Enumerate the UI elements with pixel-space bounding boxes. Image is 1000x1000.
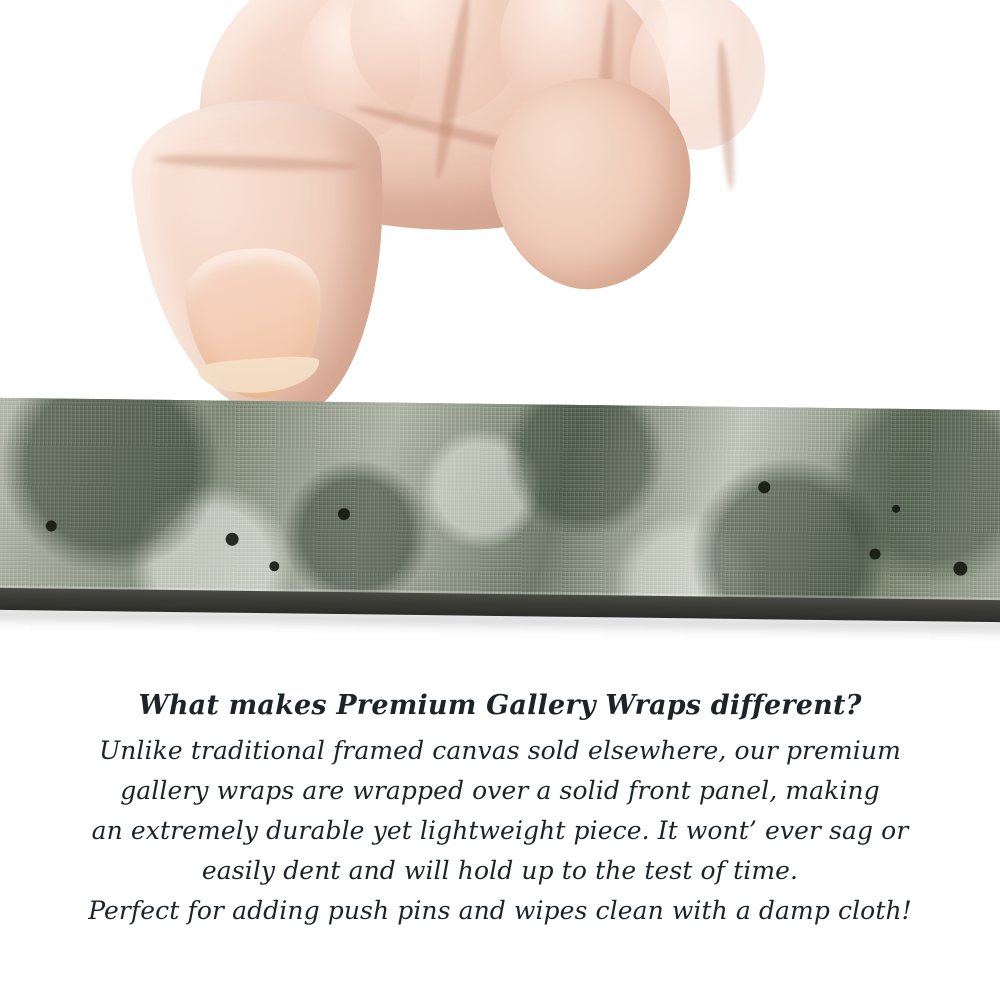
caption-line: Perfect for adding push pins and wipes clean with a damp cloth! (88, 896, 912, 925)
hand-pressing-canvas-icon (90, 0, 690, 430)
caption-line: Unlike traditional framed canvas sold elsewhere, our premium (99, 736, 901, 765)
index-finger (127, 92, 399, 429)
caption-block (0, 690, 1000, 931)
caption-title: What makes Premium Gallery Wraps different? (138, 690, 862, 721)
canvas-speck (953, 562, 967, 576)
canvas-edge-icon (0, 398, 1000, 623)
canvas-speck (338, 508, 350, 520)
finger-crease (153, 153, 358, 173)
canvas-speck (869, 549, 880, 560)
canvas-speck (226, 533, 239, 546)
caption-line: an extremely durable yet lightweight piece. It wont’ ever sag or (91, 816, 909, 845)
caption-line: gallery wraps are wrapped over a solid front panel, making (120, 776, 880, 805)
canvas-speck (758, 481, 770, 493)
caption-line: easily dent and will hold up to the test of time. (201, 856, 799, 885)
canvas-speck (46, 520, 57, 531)
canvas-speck (269, 561, 279, 571)
canvas-speck (892, 505, 900, 513)
